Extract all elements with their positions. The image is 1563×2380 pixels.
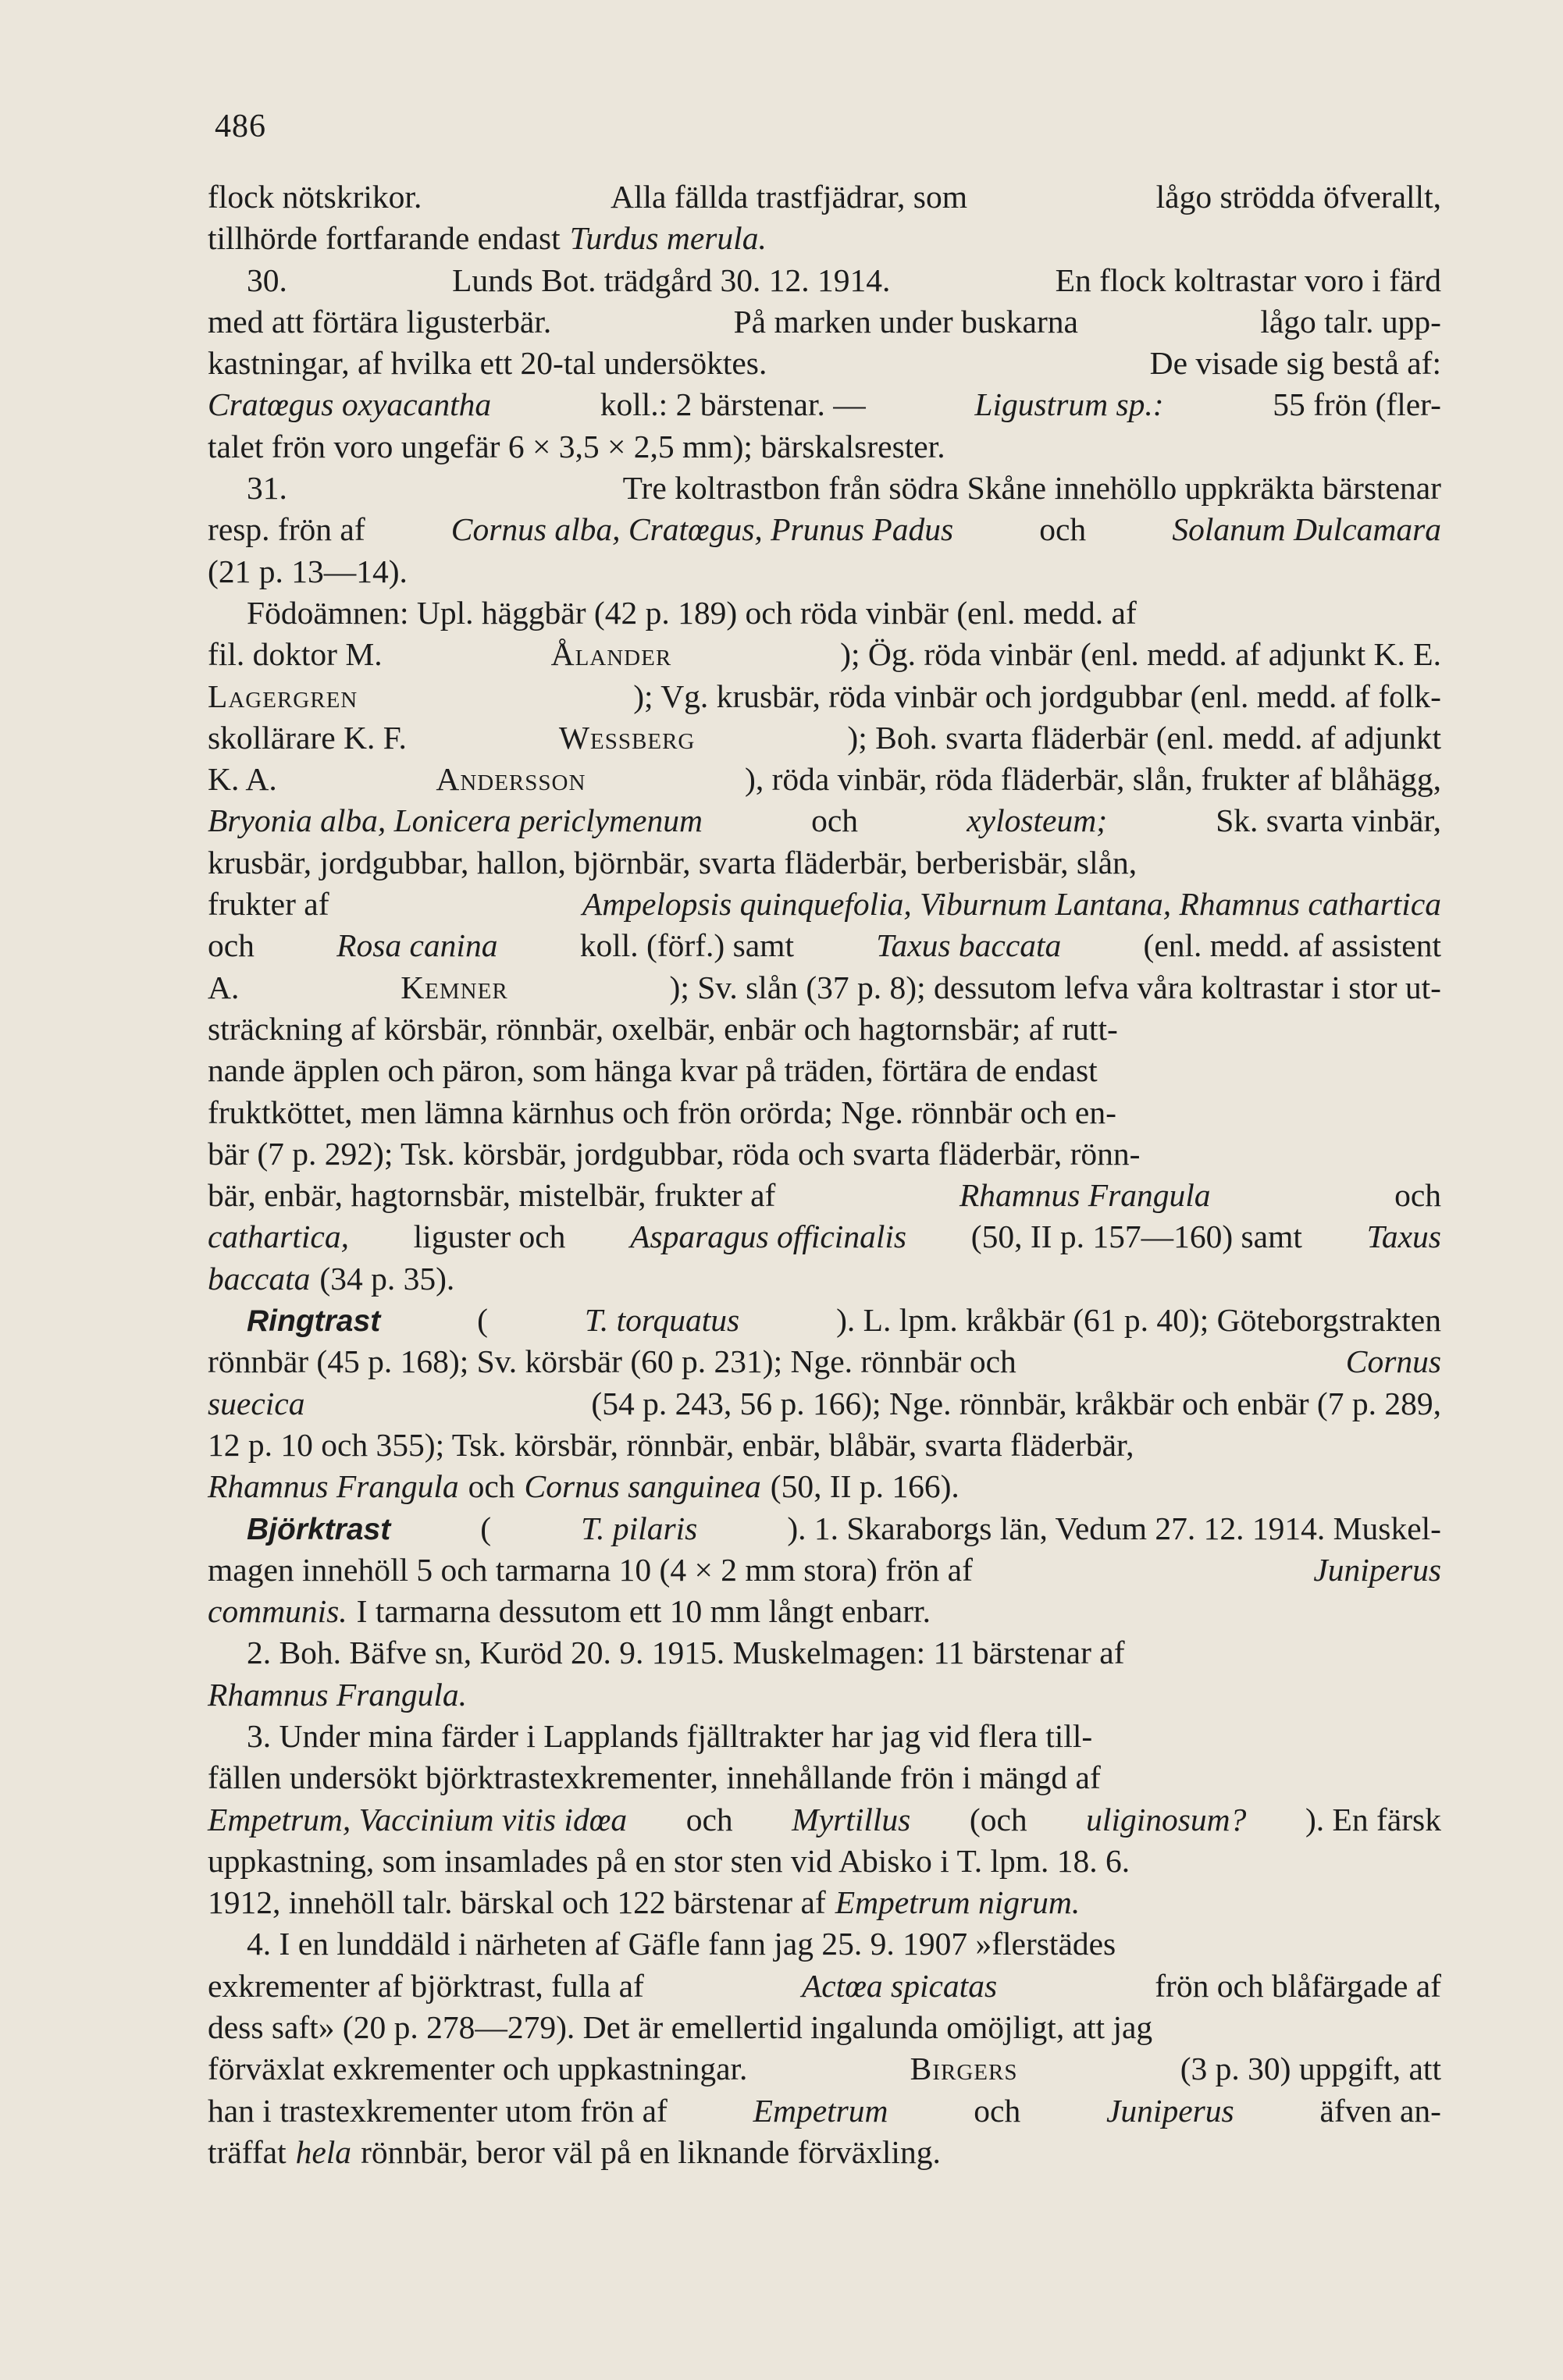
text-segment: xylosteum;	[967, 802, 1108, 839]
text-segment: Wessberg	[558, 719, 696, 756]
text-segment: suecica	[208, 1385, 305, 1421]
text-segment: frön och blåfärgade af	[1155, 1967, 1441, 2004]
text-segment: han i trastexkrementer utom frön af	[208, 2092, 668, 2129]
text-segment: 31.	[247, 470, 287, 507]
text-segment: ). 1. Skaraborgs län, Vedum 27. 12. 1914. Muskel-	[787, 1510, 1441, 1546]
text-segment: flock nötskrikor.	[208, 179, 422, 215]
text-segment: ); Vg. krusbär, röda vinbär och jordgubbar (enl. medd. af folk-	[633, 678, 1441, 714]
text-line	[208, 1674, 1441, 1716]
text-segment: koll.: 2 bärstenar. —	[600, 386, 866, 423]
text-segment: I tarmarna dessutom ett 10 mm långt enbarr.	[356, 1593, 931, 1630]
text-line	[208, 592, 1441, 634]
text-segment: Cornus sanguinea	[524, 1468, 761, 1505]
text-segment: tillhörde fortfarande endast	[208, 220, 561, 257]
text-segment: (3 p. 30) uppgift, att	[1180, 2051, 1441, 2087]
text-line	[208, 1757, 1441, 1798]
text-segment: uliginosum?	[1086, 1801, 1247, 1837]
text-segment: Sk. svarta vinbär,	[1216, 802, 1441, 839]
text-segment: rönnbär, beror väl på en liknande förväxling.	[361, 2133, 941, 2170]
text-line	[208, 551, 1441, 592]
text-segment: (	[477, 1302, 488, 1339]
text-segment: Lagergren	[208, 678, 358, 714]
text-segment: ); Boh. svarta fläderbär (enl. medd. af adjunkt	[847, 719, 1441, 756]
text-line	[208, 1133, 1441, 1175]
text-segment: Alla fällda trastfjädrar, som	[611, 179, 967, 215]
text-segment: Ampelopsis quinquefolia, Viburnum Lantana, Rhamnus cathartica	[582, 886, 1441, 923]
text-segment: T. torquatus	[584, 1302, 740, 1339]
text-segment: och	[1039, 511, 1087, 548]
text-segment: fruktköttet, men lämna kärnhus och frön orörda; Nge. rönnbär och en-	[208, 1094, 1116, 1130]
text-segment: (54 p. 243, 56 p. 166); Nge. rönnbär, kråkbär och enbär (7 p. 289,	[591, 1385, 1441, 1421]
text-segment: skollärare K. F.	[208, 719, 407, 756]
text-segment: fällen undersökt björktrastexkrementer, innehållande frön i mängd af	[208, 1759, 1101, 1796]
text-segment: (50, II p. 157—160) samt	[970, 1218, 1302, 1255]
text-segment: Kemner	[401, 969, 508, 1005]
text-line	[208, 301, 1441, 343]
text-segment: (enl. medd. af assistent	[1143, 927, 1441, 964]
text-line	[208, 1841, 1441, 1882]
text-line	[208, 800, 1441, 841]
text-segment: Solanum Dulcamara	[1172, 511, 1441, 548]
text-segment: (	[480, 1510, 492, 1546]
text-segment: lågo strödda öfverallt,	[1155, 179, 1441, 215]
text-line	[208, 1882, 1441, 1923]
text-line	[208, 218, 1441, 259]
text-segment: baccata	[208, 1260, 311, 1297]
text-segment: 12 p. 10 och 355); Tsk. körsbär, rönnbär, enbär, blåbär, svarta fläderbär,	[208, 1426, 1134, 1463]
text-line	[208, 676, 1441, 717]
text-segment: och	[974, 2092, 1021, 2129]
text-segment: Empetrum	[753, 2092, 888, 2129]
text-segment: 30.	[247, 261, 287, 298]
text-segment: krusbär, jordgubbar, hallon, björnbär, svarta fläderbär, berberisbär, slån,	[208, 844, 1138, 880]
section-heading: Björktrast	[247, 1512, 391, 1546]
text-segment: Cratœgus oxyacantha	[208, 386, 492, 423]
text-segment: fil. doktor M.	[208, 636, 383, 673]
text-segment: hela	[295, 2133, 352, 2170]
text-line	[208, 717, 1441, 759]
text-segment: rönnbär (45 p. 168); Sv. körsbär (60 p. 231); Nge. rönnbär och	[208, 1343, 1016, 1380]
text-line	[208, 1092, 1441, 1133]
text-segment: Juniperus	[1313, 1551, 1441, 1588]
text-segment: och	[468, 1468, 515, 1505]
text-segment: 4. I en lunddäld i närheten af Gäfle fann jag 25. 9. 1907 »flerstädes	[247, 1926, 1116, 1962]
text-segment: resp. frön af	[208, 511, 365, 548]
text-segment: och	[685, 1801, 733, 1837]
text-line	[208, 2048, 1441, 2090]
text-segment: Cornus	[1345, 1343, 1441, 1380]
text-line	[208, 1923, 1441, 1965]
text-segment: Ligustrum sp.:	[974, 386, 1164, 423]
text-line	[208, 1300, 1441, 1341]
text-segment: ); Ög. röda vinbär (enl. medd. af adjunkt K. E.	[840, 636, 1441, 673]
text-line	[208, 884, 1441, 925]
text-segment: nande äpplen och päron, som hänga kvar på träden, förtära de endast	[208, 1052, 1098, 1089]
text-segment: Empetrum, Vaccinium vitis idœa	[208, 1801, 628, 1837]
text-segment: Rhamnus Frangula.	[208, 1676, 467, 1713]
text-segment: dess saft» (20 p. 278—279). Det är emellertid ingalunda omöjligt, att jag	[208, 2009, 1153, 2046]
text-segment: communis.	[208, 1593, 347, 1630]
text-segment: K. A.	[208, 761, 277, 798]
text-segment: liguster och	[413, 1218, 566, 1255]
text-segment: bär, enbär, hagtornsbär, mistelbär, frukter af	[208, 1177, 776, 1214]
text-segment: Juniperus	[1106, 2092, 1234, 2129]
text-segment: frukter af	[208, 886, 329, 923]
text-segment: Lunds Bot. trädgård 30. 12. 1914.	[452, 261, 891, 298]
text-segment: uppkastning, som insamlades på en stor sten vid Abisko i T. lpm. 18. 6.	[208, 1842, 1130, 1879]
text-segment: Empetrum nigrum.	[835, 1884, 1081, 1921]
text-segment: (34 p. 35).	[319, 1260, 455, 1297]
text-segment: En flock koltrastar voro i färd	[1055, 261, 1441, 298]
text-line	[208, 1216, 1441, 1258]
text-segment: De visade sig bestå af:	[1149, 345, 1441, 382]
text-segment: med att förtära ligusterbär.	[208, 303, 552, 340]
text-segment: och	[811, 802, 859, 839]
text-line	[208, 1799, 1441, 1841]
text-line	[208, 2007, 1441, 2048]
text-line	[208, 1716, 1441, 1757]
text-line	[208, 1508, 1441, 1549]
text-line	[208, 426, 1441, 468]
text-segment: Myrtillus	[792, 1801, 911, 1837]
text-line	[208, 759, 1441, 800]
text-segment: Taxus	[1366, 1218, 1441, 1255]
text-segment: Rhamnus Frangula	[208, 1468, 459, 1505]
text-segment: och	[1394, 1177, 1441, 1214]
text-segment: cathartica,	[208, 1218, 349, 1255]
text-line	[208, 1383, 1441, 1425]
text-segment: magen innehöll 5 och tarmarna 10 (4 × 2 mm stora) frön af	[208, 1551, 973, 1588]
text-line	[208, 343, 1441, 384]
text-line	[208, 1341, 1441, 1382]
text-segment: Ålander	[550, 636, 672, 673]
page-number: 486	[215, 109, 266, 144]
text-line	[208, 2132, 1441, 2173]
text-segment: kastningar, af hvilka ett 20-tal undersöktes.	[208, 345, 767, 382]
text-segment: 55 frön (fler-	[1273, 386, 1441, 423]
text-segment: Rosa canina	[336, 927, 498, 964]
text-line	[208, 925, 1441, 966]
text-line	[208, 1966, 1441, 2007]
text-segment: koll. (förf.) samt	[579, 927, 794, 964]
text-segment: Födoämnen: Upl. häggbär (42 p. 189) och röda vinbär (enl. medd. af	[247, 594, 1137, 631]
text-line	[208, 384, 1441, 425]
text-segment: ). L. lpm. kråkbär (61 p. 40); Göteborgstrakten	[836, 1302, 1441, 1339]
text-segment: 1912, innehöll talr. bärskal och 122 bärstenar af	[208, 1884, 826, 1921]
text-segment: och	[208, 927, 255, 964]
text-line	[208, 1466, 1441, 1507]
text-line	[208, 1258, 1441, 1300]
text-segment: Taxus baccata	[876, 927, 1062, 964]
text-line	[208, 176, 1441, 218]
text-segment: Birgers	[910, 2051, 1018, 2087]
text-line	[208, 1050, 1441, 1091]
text-line	[208, 2090, 1441, 2132]
text-segment: Actœa spicatas	[801, 1967, 998, 2004]
text-segment: bär (7 p. 292); Tsk. körsbär, jordgubbar, röda och svarta fläderbär, rönn-	[208, 1135, 1141, 1172]
text-line	[208, 967, 1441, 1009]
text-line	[208, 468, 1441, 509]
text-segment: träffat	[208, 2133, 287, 2170]
text-segment: sträckning af körsbär, rönnbär, oxelbär, enbär och hagtornsbär; af rutt-	[208, 1010, 1118, 1047]
text-line	[208, 1549, 1441, 1591]
text-line	[208, 1175, 1441, 1216]
text-segment: (21 p. 13—14).	[208, 553, 408, 589]
text-segment: Bryonia alba, Lonicera periclymenum	[208, 802, 703, 839]
text-segment: På marken under buskarna	[733, 303, 1078, 340]
text-line	[208, 1591, 1441, 1632]
text-segment: 2. Boh. Bäfve sn, Kuröd 20. 9. 1915. Muskelmagen: 11 bärstenar af	[247, 1635, 1125, 1671]
section-heading: Ringtrast	[247, 1304, 381, 1339]
text-segment: talet frön voro ungefär 6 × 3,5 × 2,5 mm); bärskalsrester.	[208, 428, 945, 464]
text-segment: Asparagus officinalis	[630, 1218, 907, 1255]
text-line	[208, 1632, 1441, 1674]
text-segment: (och	[969, 1801, 1027, 1837]
text-segment: exkrementer af björktrast, fulla af	[208, 1967, 644, 2004]
text-line	[208, 842, 1441, 884]
text-line	[208, 1425, 1441, 1466]
text-segment: Cornus alba, Cratœgus, Prunus Padus	[450, 511, 954, 548]
text-segment: förväxlat exkrementer och uppkastningar.	[208, 2051, 748, 2087]
text-line	[208, 260, 1441, 301]
text-segment: A.	[208, 969, 240, 1005]
text-segment: Tre koltrastbon från södra Skåne innehöllo uppkräkta bärstenar	[622, 470, 1441, 507]
text-segment: (50, II p. 166).	[770, 1468, 960, 1505]
text-line	[208, 509, 1441, 550]
text-line	[208, 1009, 1441, 1050]
text-segment: Turdus merula.	[569, 220, 767, 257]
text-segment: 3. Under mina färder i Lapplands fjälltrakter har jag vid flera till-	[247, 1717, 1093, 1754]
text-segment: T. pilaris	[581, 1510, 698, 1546]
text-segment: ); Sv. slån (37 p. 8); dessutom lefva våra koltrastar i stor ut-	[669, 969, 1441, 1005]
text-line	[208, 634, 1441, 675]
text-segment: Andersson	[436, 761, 586, 798]
text-segment: lågo talr. upp-	[1260, 303, 1441, 340]
text-segment: ). En färsk	[1305, 1801, 1441, 1837]
body-text	[208, 176, 1441, 2173]
text-segment: Rhamnus Frangula	[959, 1177, 1211, 1214]
text-segment: ), röda vinbär, röda fläderbär, slån, frukter af blåhägg,	[745, 761, 1441, 798]
text-segment: äfven an-	[1319, 2092, 1441, 2129]
